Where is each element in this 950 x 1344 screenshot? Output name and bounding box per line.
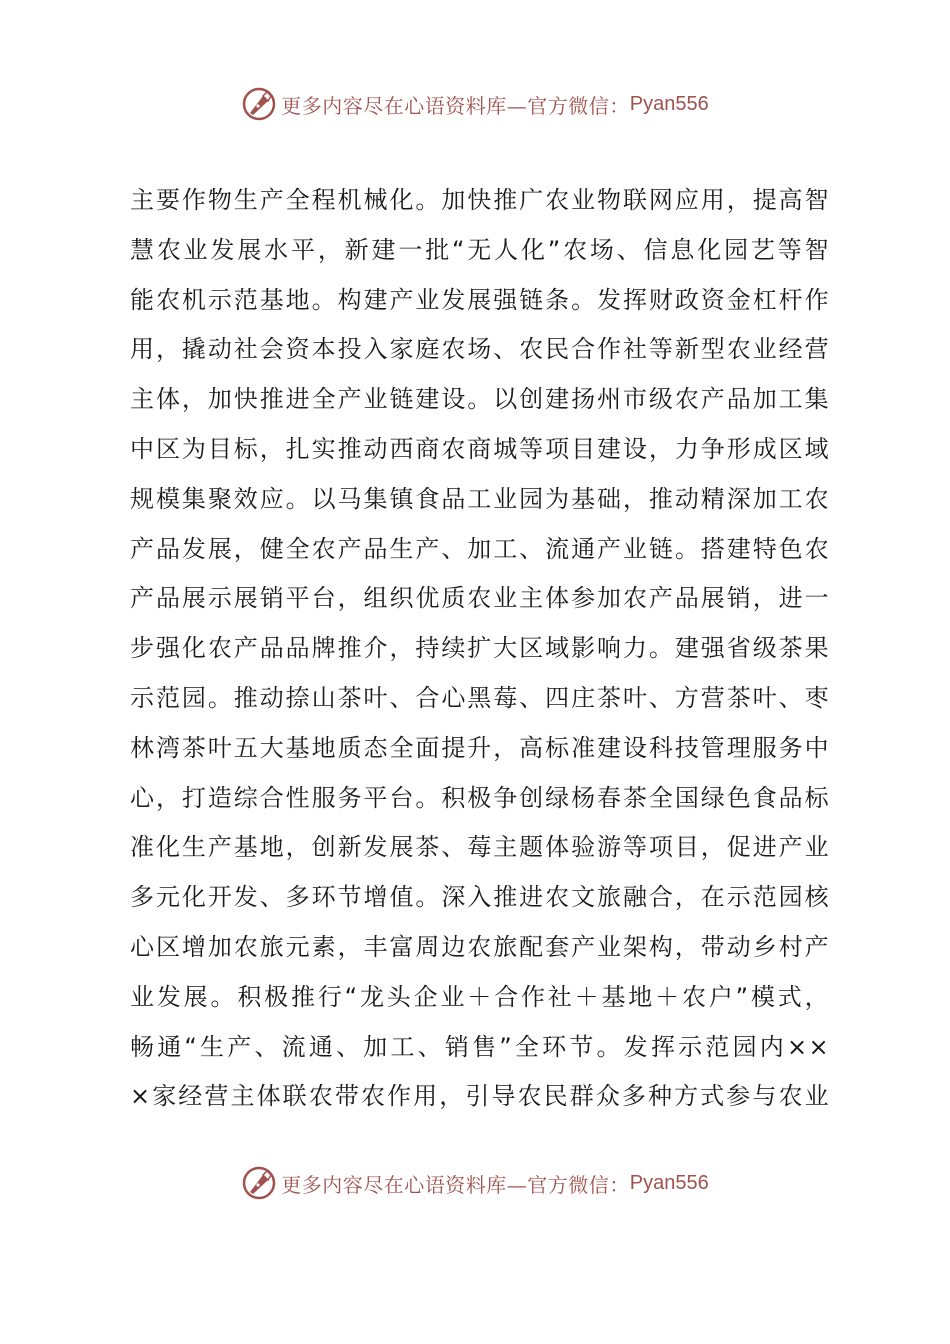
text-line: 能农机示范基地。构建产业发展强链条。发挥财政资金杠杆作 — [130, 285, 830, 314]
wechat-id: Pyan556 — [629, 92, 709, 115]
text-line: 畅通“生产、流通、加工、销售”全环节。发挥示范园内×× — [130, 1032, 830, 1061]
text-line: 业发展。积极推行“龙头企业＋合作社＋基地＋农户”模式， — [130, 982, 830, 1011]
text-line: 产品发展，健全农产品生产、加工、流通产业链。搭建特色农 — [130, 534, 830, 563]
text-line: ×家经营主体联农带农作用，引导农民群众多种方式参与农业 — [130, 1082, 830, 1111]
text-line: 主要作物生产全程机械化。加快推广农业物联网应用，提高智 — [130, 186, 830, 214]
wechat-id: Pyan556 — [629, 1171, 709, 1194]
document-body — [130, 176, 830, 1122]
text-line: 步强化农产品品牌推介，持续扩大区域影响力。建强省级茶果 — [130, 634, 830, 663]
header-watermark-banner — [0, 82, 950, 126]
text-line: 用，撬动社会资本投入家庭农场、农民合作社等新型农业经营 — [130, 335, 830, 364]
text-line: 慧农业发展水平，新建一批“无人化”农场、信息化园艺等智 — [130, 235, 830, 264]
text-line: 示范园。推动捺山茶叶、合心黑莓、四庄茶叶、方营茶叶、枣 — [130, 683, 830, 712]
watermark-text: 更多内容尽在心语资料库—官方微信： — [281, 1172, 630, 1197]
fountain-pen-nib-icon — [241, 86, 277, 122]
watermark-text: 更多内容尽在心语资料库—官方微信： — [281, 93, 630, 118]
text-line: 准化生产基地，创新发展茶、莓主题体验游等项目，促进产业 — [130, 833, 830, 862]
text-line: 心，打造综合性服务平台。积极争创绿杨春茶全国绿色食品标 — [130, 783, 830, 812]
text-line: 中区为目标，扎实推动西商农商城等项目建设，力争形成区域 — [130, 434, 830, 463]
text-line: 规模集聚效应。以马集镇食品工业园为基础，推动精深加工农 — [130, 484, 830, 513]
fountain-pen-nib-icon — [241, 1165, 277, 1201]
text-line: 林湾茶叶五大基地质态全面提升，高标准建设科技管理服务中 — [130, 733, 830, 762]
footer-watermark-banner — [0, 1161, 950, 1205]
text-line: 主体，加快推进全产业链建设。以创建扬州市级农产品加工集 — [130, 385, 830, 414]
text-line: 心区增加农旅元素，丰富周边农旅配套产业架构，带动乡村产 — [130, 932, 830, 961]
text-line: 产品展示展销平台，组织优质农业主体参加农产品展销，进一 — [130, 584, 830, 613]
text-line: 多元化开发、多环节增值。深入推进农文旅融合，在示范园核 — [130, 883, 830, 912]
